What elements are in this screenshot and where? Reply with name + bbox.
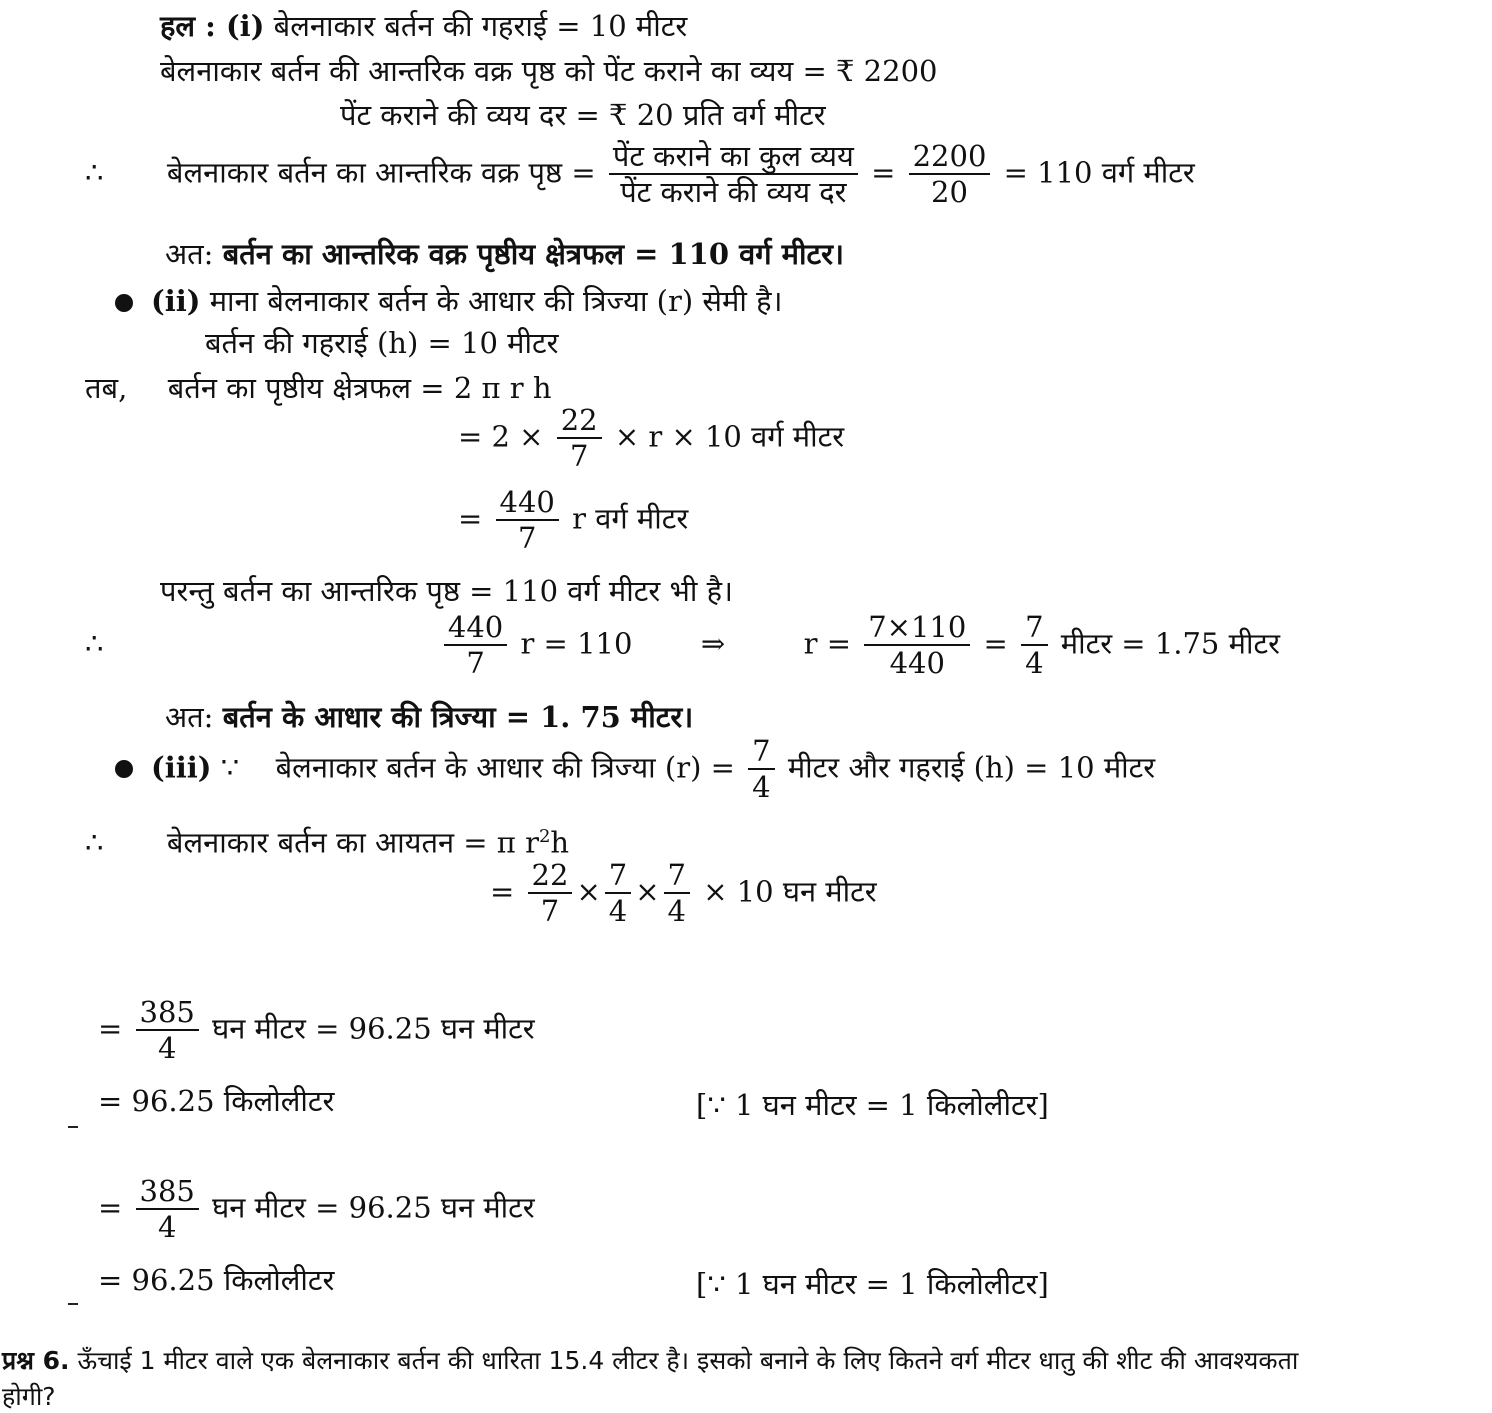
equation-part: r =: [803, 626, 851, 661]
solution-line-1: [160, 9, 688, 43]
part-iii-line: [115, 736, 1155, 803]
times-sign: ×: [576, 874, 601, 909]
step-suffix: × r × 10 वर्ग मीटर: [614, 419, 845, 454]
volume-line: [85, 825, 570, 860]
fraction-denominator: 7: [444, 644, 507, 678]
radius-assumption: माना बेलनाकार बर्तन के आधार की त्रिज्या (r) सेमी है।: [209, 284, 783, 318]
step-prefix: =: [490, 874, 515, 909]
kiloliter-line-2: = 96.25 किलोलीटर: [98, 1263, 335, 1297]
csa-conclusion: [165, 237, 844, 271]
equals-sign: =: [871, 155, 896, 190]
painting-cost-line: बेलनाकार बर्तन की आन्तरिक वक्र पृष्ठ को पेंट कराने का व्यय = ₹ 2200: [160, 54, 938, 88]
radius-conclusion: [165, 700, 694, 734]
kiloliter-note-1: [∵ 1 घन मीटर = 1 किलोलीटर]: [696, 1088, 1049, 1122]
painting-rate-line: पेंट कराने की व्यय दर = ₹ 20 प्रति वर्ग मीटर: [340, 98, 826, 132]
fraction-numerator: 22: [560, 403, 598, 437]
fraction-numerator: 7: [752, 734, 771, 768]
step-suffix: घन मीटर = 96.25 घन मीटर: [212, 1190, 535, 1225]
volume-formula-end: h: [550, 825, 570, 860]
kiloliter-line-1: = 96.25 किलोलीटर: [98, 1084, 335, 1118]
therefore-symbol: ∴: [85, 155, 104, 190]
fraction-denominator: 440: [864, 644, 970, 678]
depth-statement: मीटर और गहराई (h) = 10 मीटर: [787, 750, 1156, 785]
depth-statement: बेलनाकार बर्तन की गहराई = 10 मीटर: [273, 9, 688, 43]
radius-statement: बेलनाकार बर्तन के आधार की त्रिज्या (r) =: [275, 750, 735, 785]
fraction-numerator: 7: [667, 858, 686, 892]
equation-fraction-2: [864, 612, 970, 679]
fraction-denominator: 4: [748, 768, 774, 802]
pi-fraction: [557, 405, 602, 472]
because-symbol: ∵: [220, 750, 240, 785]
volume-formula: बेलनाकार बर्तन का आयतन = π r: [166, 825, 539, 860]
area-fraction: [496, 487, 559, 554]
volume-step: [490, 860, 877, 927]
times-sign: ×: [635, 874, 660, 909]
step-prefix: = 2 ×: [458, 419, 544, 454]
fraction-numerator: पेंट कराने का कुल व्यय: [612, 139, 854, 173]
step-prefix: =: [458, 501, 483, 536]
volume-result-2: [98, 1176, 535, 1243]
question-label: प्रश्न 6.: [2, 1346, 70, 1375]
fraction-denominator: 7: [496, 519, 559, 553]
scan-mark: [68, 1126, 78, 1128]
part-ii-heading: (ii): [151, 284, 201, 318]
radius-fraction: [748, 736, 774, 803]
fraction-denominator: 20: [909, 173, 991, 207]
equals-sign: =: [983, 626, 1008, 661]
fraction-denominator: 7: [528, 892, 573, 926]
radius-equation-line: [85, 612, 1280, 679]
cost-rate-fraction: [609, 141, 858, 208]
implies-arrow: ⇒: [700, 626, 726, 661]
depth-line: बर्तन की गहराई (h) = 10 मीटर: [205, 326, 559, 360]
fraction-denominator: 4: [136, 1029, 199, 1063]
volume-result-1: [98, 997, 535, 1064]
part-ii-line: [115, 284, 783, 318]
fraction-denominator: 7: [557, 437, 602, 471]
step-suffix: × 10 घन मीटर: [703, 874, 877, 909]
therefore-symbol: ∴: [85, 825, 104, 860]
fraction-denominator: 4: [136, 1208, 199, 1242]
fraction-numerator: 385: [139, 1174, 195, 1208]
bullet-icon: [115, 760, 133, 778]
step-prefix: =: [98, 1190, 123, 1225]
scan-mark: [68, 1303, 78, 1305]
csa-lhs: बेलनाकार बर्तन का आन्तरिक वक्र पृष्ठ =: [166, 155, 596, 190]
bullet-icon: [115, 294, 133, 312]
csa-result: = 110 वर्ग मीटर: [1003, 155, 1195, 190]
fraction-denominator: पेंट कराने की व्यय दर: [609, 173, 858, 207]
volume-result-fraction: [136, 1176, 199, 1243]
equation-fraction-1: [444, 612, 507, 679]
surface-area-formula: बर्तन का पृष्ठीय क्षेत्रफल = 2 π r h: [167, 371, 552, 405]
question-6-continued: होगी?: [2, 1382, 56, 1411]
then-label: तब,: [85, 371, 128, 405]
equation-part: r = 110: [520, 626, 633, 661]
csa-conclusion-bold: बर्तन का आन्तरिक वक्र पृष्ठीय क्षेत्रफल = 110 वर्ग मीटर।: [222, 237, 844, 271]
fraction-denominator: 4: [1021, 644, 1047, 678]
fraction-numerator: 7: [1025, 610, 1044, 644]
volume-fraction-1: [528, 860, 573, 927]
fraction-numerator: 440: [447, 610, 504, 644]
surface-area-step-1: [458, 405, 844, 472]
step-prefix: =: [98, 1011, 123, 1046]
fraction-numerator: 7: [608, 858, 628, 892]
fraction-denominator: 4: [605, 892, 631, 926]
inner-surface-line: परन्तु बर्तन का आन्तरिक पृष्ठ = 110 वर्ग मीटर भी है।: [160, 574, 733, 608]
question-6: [2, 1348, 1298, 1373]
radius-conclusion-bold: बर्तन के आधार की त्रिज्या = 1. 75 मीटर।: [222, 700, 694, 734]
radius-result: मीटर = 1.75 मीटर: [1060, 626, 1280, 661]
kiloliter-note-2: [∵ 1 घन मीटर = 1 किलोलीटर]: [696, 1267, 1049, 1301]
surface-area-step-2: [458, 487, 688, 554]
fraction-numerator: 22: [531, 858, 569, 892]
solution-heading: हल : (i): [160, 9, 265, 43]
fraction-denominator: 4: [664, 892, 690, 926]
volume-fraction-2: [605, 860, 631, 927]
equation-fraction-3: [1021, 612, 1047, 679]
fraction-numerator: 7×110: [868, 610, 967, 644]
fraction-numerator: 2200: [912, 139, 987, 173]
surface-area-line: [85, 371, 552, 405]
step-suffix: घन मीटर = 96.25 घन मीटर: [212, 1011, 535, 1046]
hence-label: अत:: [165, 237, 214, 271]
numeric-fraction: [909, 141, 991, 208]
fraction-numerator: 440: [499, 485, 555, 519]
volume-fraction-3: [664, 860, 690, 927]
exponent: 2: [538, 826, 551, 847]
part-iii-heading: (iii): [151, 750, 212, 785]
csa-calculation-line: [85, 141, 1195, 208]
step-suffix: r वर्ग मीटर: [572, 501, 689, 536]
therefore-symbol: ∴: [85, 626, 104, 661]
volume-result-fraction: [136, 997, 199, 1064]
hence-label: अत:: [165, 700, 214, 734]
question-text: ऊँचाई 1 मीटर वाले एक बेलनाकार बर्तन की धारिता 15.4 लीटर है। इसको बनाने के लिए कितने वर्ग मीटर धातु की शीट की आवश्यकता: [77, 1346, 1299, 1375]
fraction-numerator: 385: [139, 995, 195, 1029]
